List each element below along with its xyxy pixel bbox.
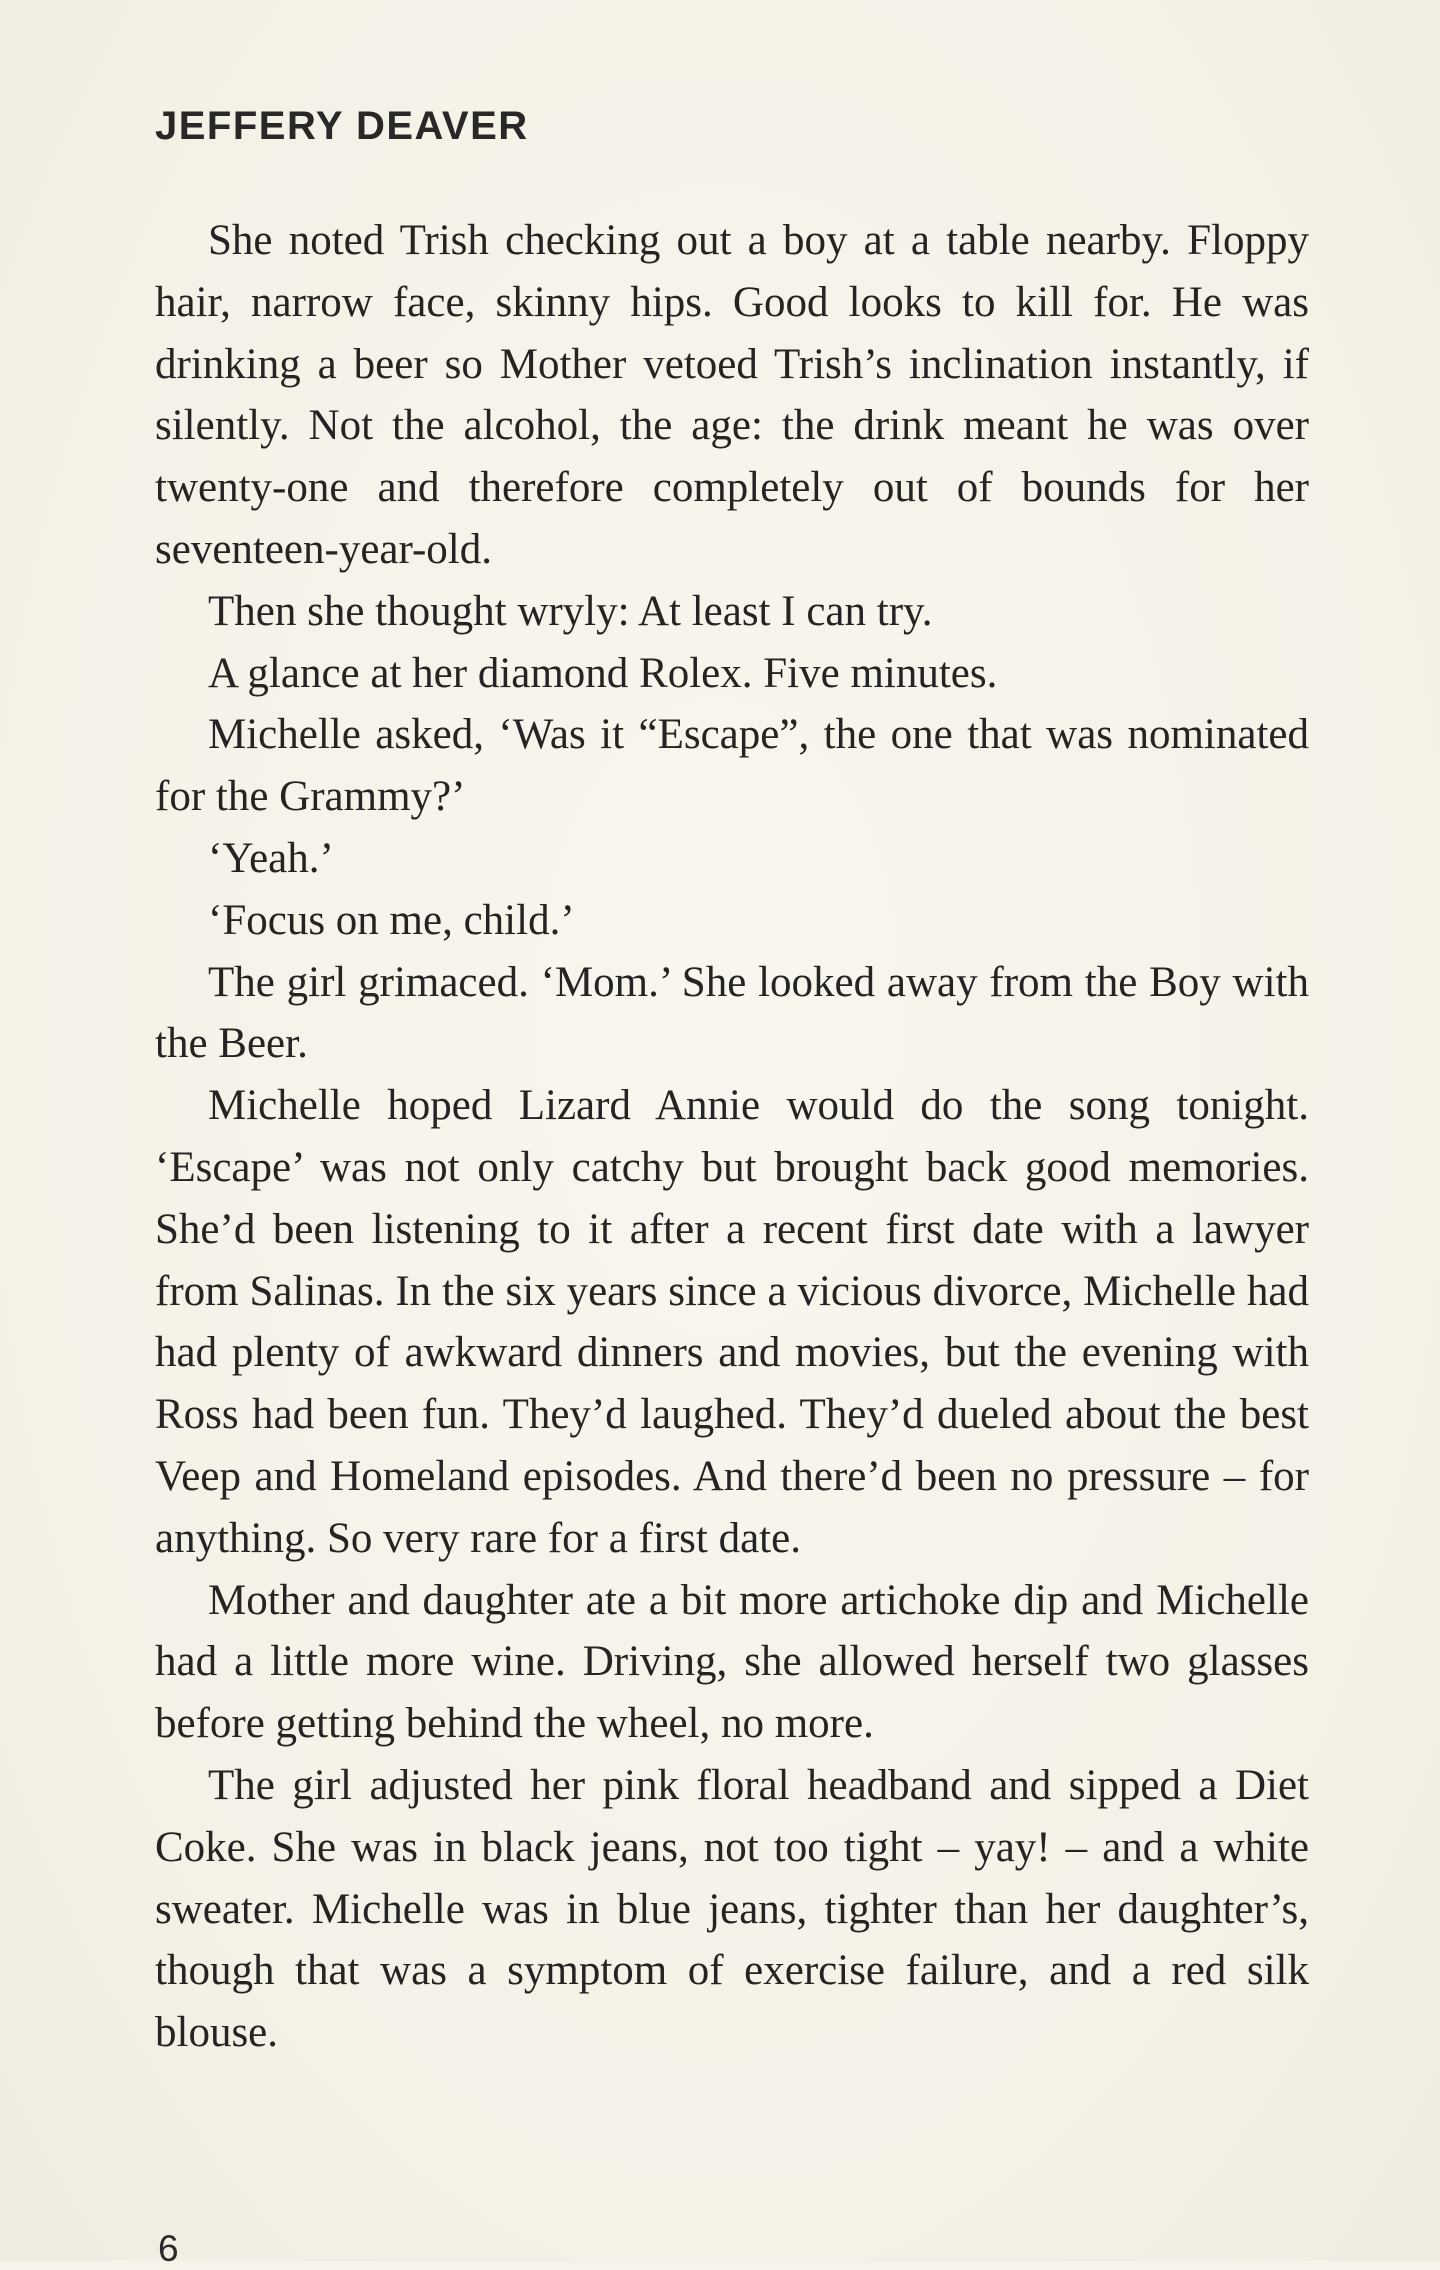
paragraph: Then she thought wryly: At least I can try. <box>208 587 933 635</box>
paragraph: The girl grimaced. ‘Mom.’ She looked away from the Boy with the Beer. <box>155 958 1309 1068</box>
paragraph: Michelle hoped Lizard Annie would do the song tonight. ‘Escape’ was not only catchy but brought back good memories. She’d been listening to it after a recent first date with a lawyer from Salinas. In the six years since a vicious divorce, Michelle had had plenty of awkward dinners and movies, but the evening with Ross had been fun. They’d laughed. They’d dueled about the best Veep and Homeland episodes. And there’d been no pressure – for anything. So very rare for a first date. <box>155 1082 1309 1562</box>
paragraph: She noted Trish checking out a boy at a table nearby. Floppy hair, narrow face, skinny hips. Good looks to kill for. He was drinking a beer so Mother vetoed Trish’s inclination instantly, if silently. Not the alcohol, the age: the drink meant he was over twenty-one and therefore completely out of bounds for her seventeen-year-old. <box>155 217 1309 573</box>
paragraph: ‘Yeah.’ <box>208 834 334 882</box>
paragraph: Mother and daughter ate a bit more artichoke dip and Michelle had a little more wine. Driving, she allowed herself two glasses before getting behind the wheel, no more. <box>155 1576 1309 1748</box>
paragraph: Michelle asked, ‘Was it “Escape”, the one that was nominated for the Grammy?’ <box>155 711 1309 821</box>
paragraph: ‘Focus on me, child.’ <box>208 896 575 944</box>
body-text <box>155 210 1309 2064</box>
paragraph: The girl adjusted her pink floral headband and sipped a Diet Coke. She was in black jeans, not too tight – yay! – and a white sweater. Michelle was in blue jeans, tighter than her daughter’s, though that was a symptom of exercise failure, and a red silk blouse. <box>155 1761 1309 2057</box>
running-header-author: JEFFERY DEAVER <box>155 104 529 148</box>
page-number: 6 <box>158 2228 179 2269</box>
paragraph: A glance at her diamond Rolex. Five minutes. <box>208 649 998 697</box>
